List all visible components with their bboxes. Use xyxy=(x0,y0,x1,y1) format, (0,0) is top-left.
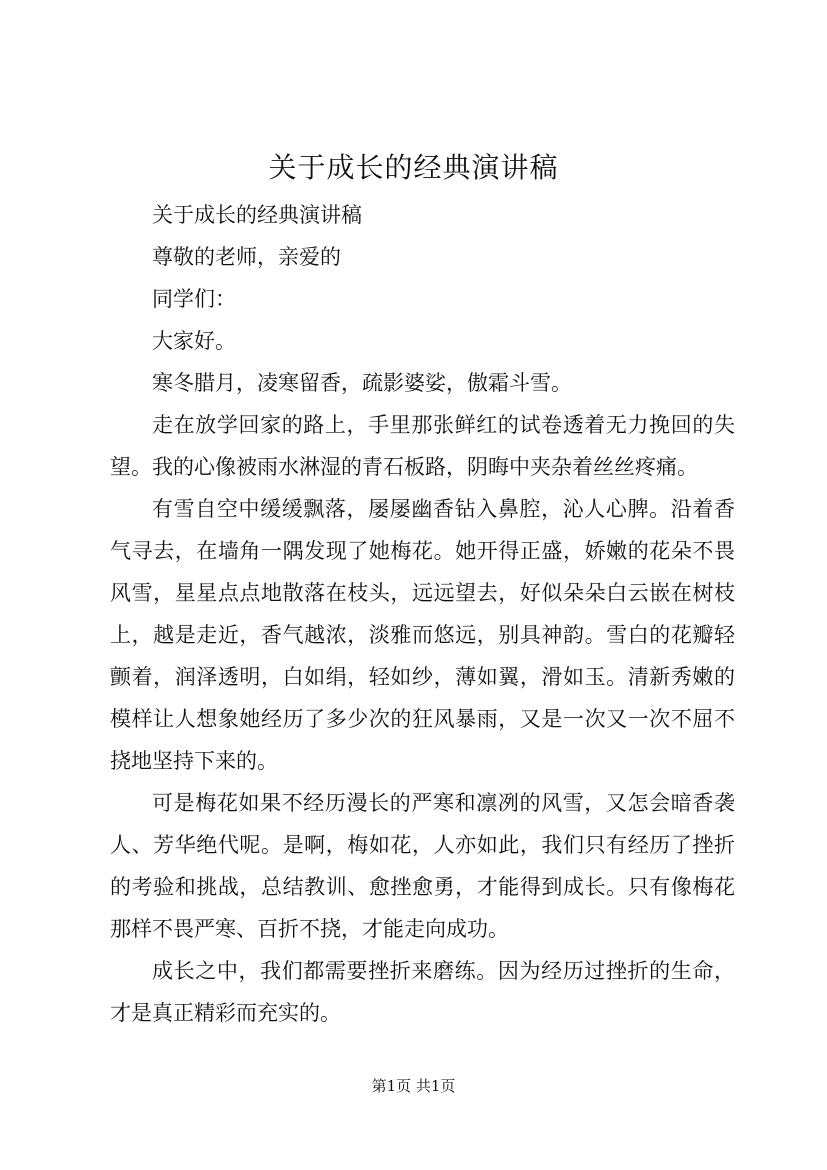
paragraph-greeting: 大家好。 xyxy=(152,329,236,353)
paragraph-salutation-cont: 同学们： xyxy=(152,287,236,311)
paragraph-body-3: 可是梅花如果不经历漫长的严寒和凛冽的风雪，又怎会暗香袭人、芳华绝代呢。是啊，梅如花，人亦如此，我们只有经历了挫折的考验和挑战，总结教训、愈挫愈勇，才能得到成长。只有像梅花那样不畏严寒、百折不挠，才能走向成功。 xyxy=(110,791,735,941)
paragraph-opening-line: 寒冬腊月，凌寒留香，疏影婆娑，傲霜斗雪。 xyxy=(152,371,572,395)
paragraph-body-4: 成长之中，我们都需要挫折来磨练。因为经历过挫折的生命，才是真正精彩而充实的。 xyxy=(110,959,735,1025)
page-number-footer: 第1页 共1页 xyxy=(371,1077,456,1095)
paragraph-subtitle: 关于成长的经典演讲稿 xyxy=(152,203,362,227)
paragraph-body-2: 有雪自空中缓缓飘落，屡屡幽香钻入鼻腔，沁人心脾。沿着香气寻去，在墙角一隅发现了她梅花。她开得正盛，娇嫩的花朵不畏风雪，星星点点地散落在枝头，远远望去，好似朵朵白云嵌在树枝上，越是走近，香气越浓，淡雅而悠远，别具神韵。雪白的花瓣轻颤着，润泽透明，白如绢，轻如纱，薄如翼，滑如玉。清新秀嫩的模样让人想象她经历了多少次的狂风暴雨，又是一次又一次不屈不挠地坚持下来的。 xyxy=(110,497,735,773)
paragraph-salutation: 尊敬的老师，亲爱的 xyxy=(152,245,341,269)
document-title: 关于成长的经典演讲稿 xyxy=(268,151,559,184)
paragraph-body-1: 走在放学回家的路上，手里那张鲜红的试卷透着无力挽回的失望。我的心像被雨水淋湿的青石板路，阴晦中夹杂着丝丝疼痛。 xyxy=(110,413,735,479)
document-body xyxy=(110,194,735,1034)
